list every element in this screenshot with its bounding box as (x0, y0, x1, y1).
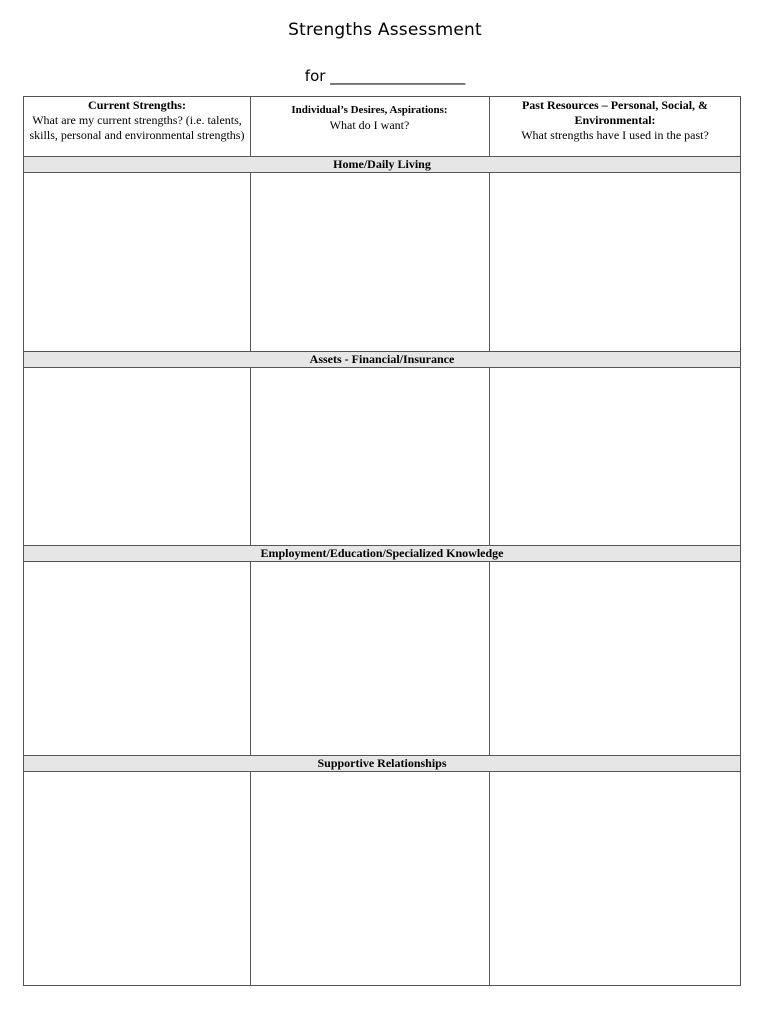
header-desires-title: Individual’s Desires, Aspirations: (291, 104, 448, 116)
cell-assets-current-strengths[interactable] (24, 368, 250, 545)
cell-employment-current-strengths[interactable] (24, 562, 250, 755)
section-employment-education: Employment/Education/Specialized Knowledge (24, 545, 740, 562)
document-title: Strengths Assessment (288, 20, 482, 40)
cell-home-past-resources[interactable] (490, 173, 741, 351)
column-divider (250, 97, 251, 156)
cell-home-desires[interactable] (251, 173, 489, 351)
header-current-strengths-text: What are my current strengths? (i.e. talents, skills, personal and environmental strengths) (29, 113, 245, 142)
section-home-daily-living: Home/Daily Living (24, 156, 740, 173)
assessment-table (23, 96, 741, 986)
header-current-strengths-title: Current Strengths: (88, 98, 186, 112)
cell-home-current-strengths[interactable] (24, 173, 250, 351)
cell-relationships-past-resources[interactable] (490, 772, 741, 985)
header-desires (250, 97, 489, 157)
header-past-resources (489, 97, 741, 157)
cell-assets-past-resources[interactable] (490, 368, 741, 545)
header-past-resources-title: Past Resources – Personal, Social, & Environmental: (521, 98, 709, 127)
for-name-line[interactable]: for __________________ (304, 67, 466, 85)
column-divider (489, 97, 490, 156)
cell-employment-desires[interactable] (251, 562, 489, 755)
cell-assets-desires[interactable] (251, 368, 489, 545)
cell-relationships-current-strengths[interactable] (24, 772, 250, 985)
header-desires-text: What do I want? (329, 118, 410, 132)
header-past-resources-text: What strengths have I used in the past? (521, 128, 709, 142)
section-assets-financial: Assets - Financial/Insurance (24, 351, 740, 368)
cell-relationships-desires[interactable] (251, 772, 489, 985)
header-current-strengths (24, 97, 250, 157)
cell-employment-past-resources[interactable] (490, 562, 741, 755)
section-supportive-relationships: Supportive Relationships (24, 755, 740, 772)
